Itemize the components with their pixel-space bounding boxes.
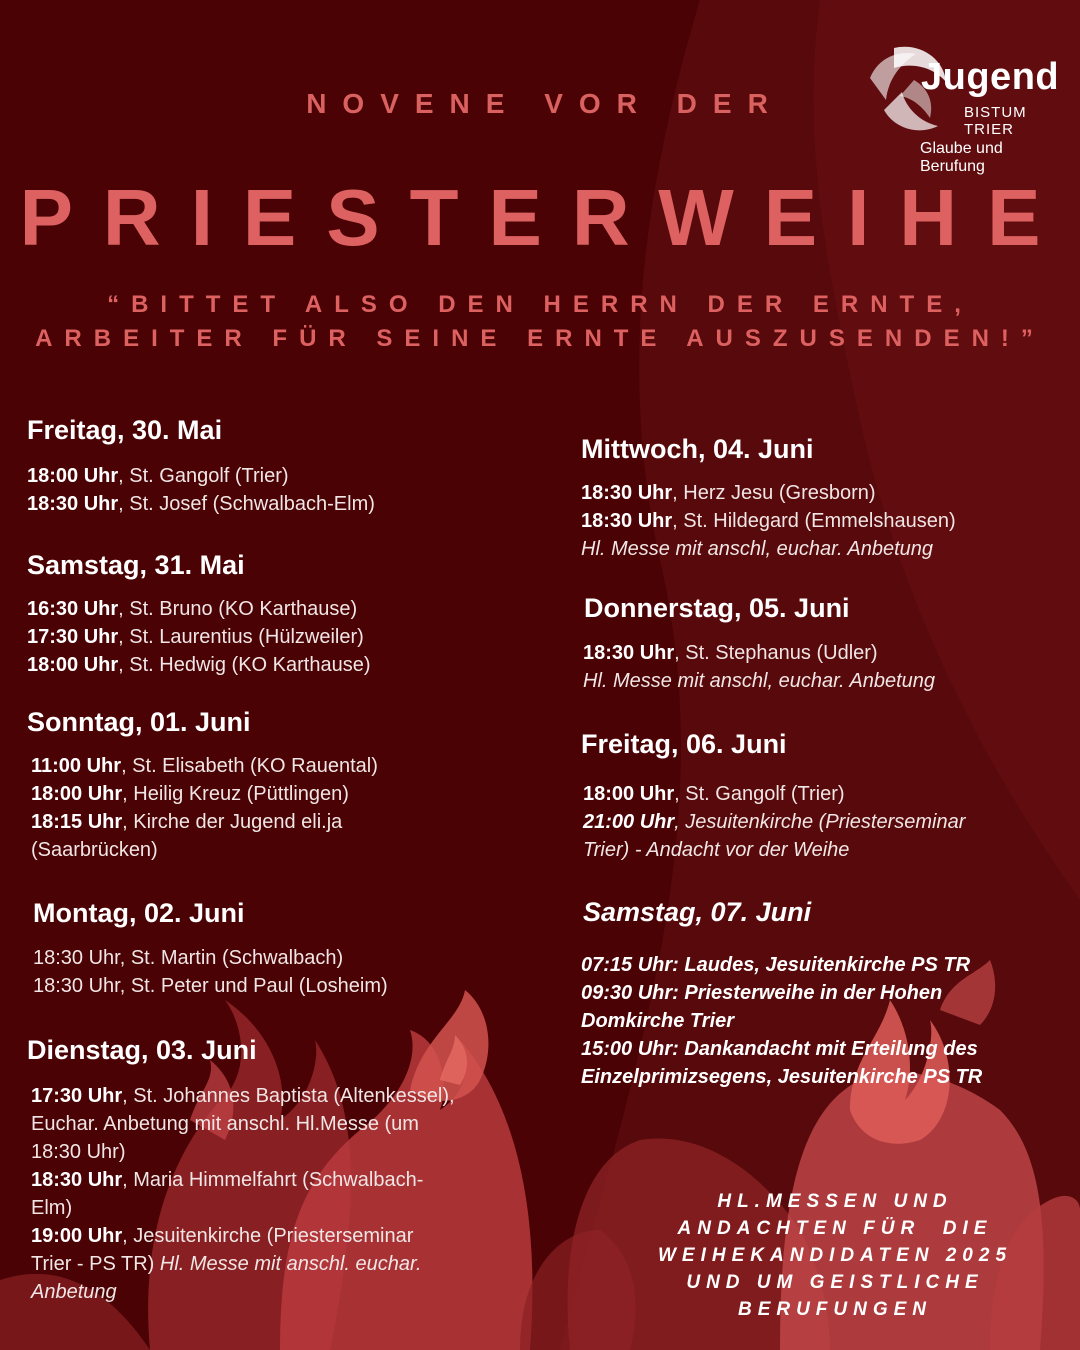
day-entries-sun01	[31, 752, 378, 864]
list-item: 18:00 Uhr, Heilig Kreuz (Püttlingen)	[31, 783, 349, 805]
list-item: 18:30 Uhr, St. Josef (Schwalbach-Elm)	[27, 493, 375, 515]
day-entries-mon02	[33, 944, 388, 1000]
list-item: 09:30 Uhr: Priesterweihe in der Hohen	[581, 982, 943, 1004]
list-item-note: Hl. Messe mit anschl, euchar. Anbetung	[581, 538, 934, 560]
list-item-continued: Trier) - Andacht vor der Weihe	[583, 839, 850, 861]
list-item: 19:00 Uhr, Jesuitenkirche (Priesterseminar	[31, 1225, 414, 1247]
list-item: 18:30 Uhr, St. Stephanus (Udler)	[583, 642, 878, 664]
list-item: 18:30 Uhr, Herz Jesu (Gresborn)	[581, 482, 876, 504]
list-item-note: Hl. Messe mit anschl, euchar. Anbetung	[583, 670, 936, 692]
list-item-continued: (Saarbrücken)	[31, 839, 158, 861]
list-item: 18:30 Uhr, St. Martin (Schwalbach)	[33, 947, 344, 969]
day-entries-fri30	[27, 462, 375, 518]
list-item: 18:15 Uhr, Kirche der Jugend eli.ja	[31, 811, 343, 833]
footer-line: BERUFUNGEN	[737, 1299, 933, 1320]
day-entries-thu05	[583, 639, 935, 695]
list-item: 07:15 Uhr: Laudes, Jesuitenkirche PS TR	[581, 954, 971, 976]
footer-line: WEIHEKANDIDATEN 2025	[657, 1245, 1013, 1266]
list-item-continued: 18:30 Uhr)	[31, 1141, 126, 1163]
list-item: 21:00 Uhr, Jesuitenkirche (Priesterseminar	[583, 811, 966, 833]
footer-line: ANDACHTEN FÜR DIE	[677, 1218, 993, 1239]
day-heading-wed04: Mittwoch, 04. Juni	[581, 434, 814, 464]
logo-wordmark: Jugend	[921, 56, 1060, 98]
page-title: PRIESTERWEIHE	[19, 173, 1071, 262]
list-item: 11:00 Uhr, St. Elisabeth (KO Rauental)	[31, 755, 378, 777]
day-heading-fri06: Freitag, 06. Juni	[581, 729, 787, 759]
day-heading-tue03: Dienstag, 03. Juni	[27, 1035, 257, 1065]
list-item: 17:30 Uhr, St. Laurentius (Hülzweiler)	[27, 626, 364, 648]
day-heading-thu05: Donnerstag, 05. Juni	[584, 593, 850, 623]
kicker-text: NOVENE VOR DER	[306, 88, 784, 119]
list-item: 18:00 Uhr, St. Hedwig (KO Karthause)	[27, 654, 371, 676]
list-item: 16:30 Uhr, St. Bruno (KO Karthause)	[27, 598, 358, 620]
quote-line-1: “BITTET ALSO DEN HERRN DER ERNTE,	[107, 291, 973, 318]
day-entries-sat07	[581, 951, 982, 1091]
day-heading-fri30: Freitag, 30. Mai	[27, 415, 223, 445]
list-item-continued: Trier - PS TR) Hl. Messe mit anschl. euchar.	[31, 1253, 422, 1275]
footer-line: HL.MESSEN UND	[717, 1191, 953, 1212]
day-entries-tue03	[31, 1082, 511, 1306]
day-heading-sat31: Samstag, 31. Mai	[27, 550, 245, 580]
list-item: 17:30 Uhr, St. Johannes Baptista (Altenkessel),	[31, 1085, 455, 1107]
day-heading-sat07: Samstag, 07. Juni	[583, 897, 812, 927]
logo-line-glaube: Glaube und Berufung	[920, 140, 1003, 175]
footer-line: UND UM GEISTLICHE	[686, 1272, 984, 1293]
list-item-continued: Einzelprimizsegens, Jesuitenkirche PS TR	[581, 1066, 983, 1088]
footer-dedication	[640, 1188, 1030, 1323]
list-item: 15:00 Uhr: Dankandacht mit Erteilung des	[581, 1038, 978, 1060]
list-item-continued: Elm)	[31, 1197, 73, 1219]
list-item-continued: Euchar. Anbetung mit anschl. Hl.Messe (um	[31, 1113, 419, 1135]
day-entries-sat31	[27, 595, 370, 679]
list-item: 18:30 Uhr, Maria Himmelfahrt (Schwalbach-	[31, 1169, 424, 1191]
quote-line-2: ARBEITER FÜR SEINE ERNTE AUSZUSENDEN!”	[35, 325, 1045, 352]
day-entries-fri06	[583, 780, 965, 864]
list-item: 18:30 Uhr, St. Hildegard (Emmelshausen)	[581, 510, 956, 532]
list-item-continued: Anbetung	[31, 1281, 117, 1303]
list-item-continued: Domkirche Trier	[581, 1010, 735, 1032]
list-item: 18:30 Uhr, St. Peter und Paul (Losheim)	[33, 975, 388, 997]
bible-quote	[0, 288, 1080, 356]
day-entries-wed04	[581, 479, 956, 563]
list-item: 18:00 Uhr, St. Gangolf (Trier)	[583, 783, 845, 805]
day-heading-mon02: Montag, 02. Juni	[33, 898, 245, 928]
day-heading-sun01: Sonntag, 01. Juni	[27, 707, 251, 737]
logo-line-bistum: BISTUM TRIER	[964, 104, 1027, 138]
list-item: 18:00 Uhr, St. Gangolf (Trier)	[27, 465, 289, 487]
